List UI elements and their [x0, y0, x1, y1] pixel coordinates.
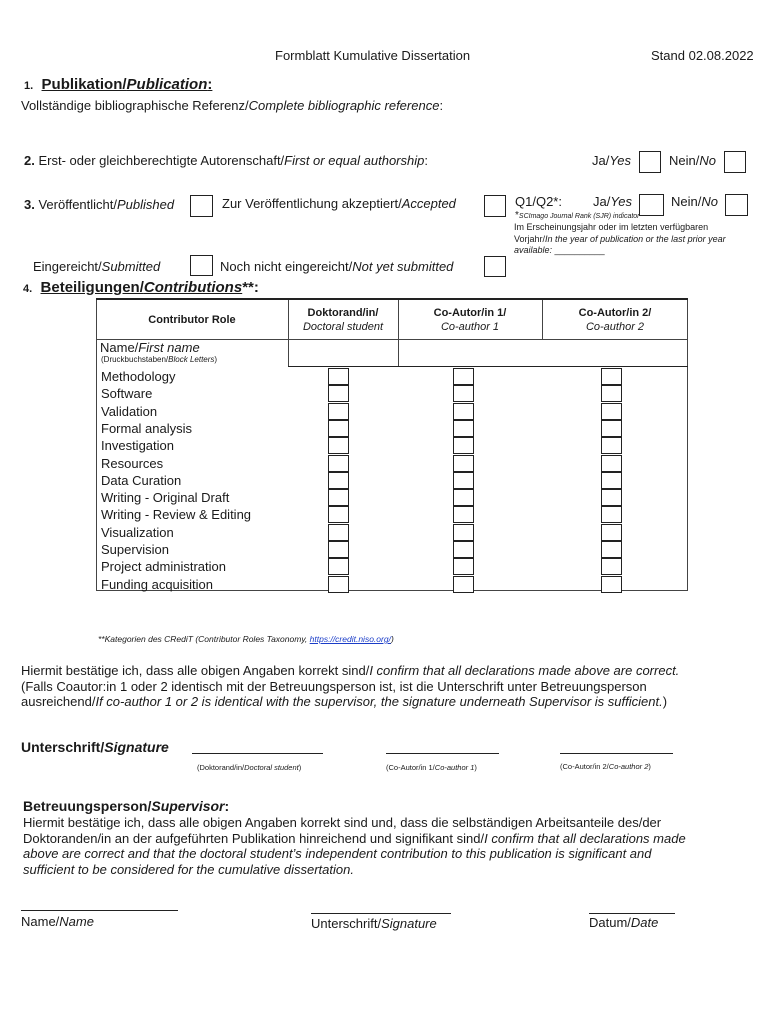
contribution-checkbox-coauthor2[interactable]: [601, 541, 622, 558]
contribution-checkbox-coauthor1[interactable]: [453, 489, 474, 506]
form-title: Formblatt Kumulative Dissertation: [275, 48, 471, 63]
credit-link[interactable]: https://credit.niso.org/: [309, 634, 391, 644]
footer-name-line[interactable]: [21, 910, 178, 911]
contribution-checkbox-coauthor1[interactable]: [453, 368, 474, 385]
name-row-sublabel: (Druckbuchstaben/Block Letters): [101, 355, 218, 364]
contribution-checkbox-doctoral[interactable]: [328, 489, 349, 506]
contribution-checkbox-coauthor2[interactable]: [601, 403, 622, 420]
contribution-checkbox-coauthor1[interactable]: [453, 541, 474, 558]
contribution-checkbox-coauthor1[interactable]: [453, 524, 474, 541]
contribution-checkbox-doctoral[interactable]: [328, 385, 349, 402]
sjr-footnote: *SCImago Journal Rank (SJR) indicator: [515, 210, 640, 221]
published-checkbox[interactable]: [190, 195, 213, 217]
q1q2-no-label: Nein/No: [671, 194, 718, 209]
authorship-label: 2. Erst- oder gleichberechtigte Autorenschaft/First or equal authorship:: [24, 153, 428, 168]
contribution-checkbox-coauthor1[interactable]: [453, 420, 474, 437]
contribution-checkbox-doctoral[interactable]: [328, 437, 349, 454]
q1q2-yes-checkbox[interactable]: [639, 194, 664, 216]
contribution-role-label: Writing - Original Draft: [101, 490, 230, 506]
available-year-blank[interactable]: __________: [554, 245, 605, 255]
contribution-role-label: Software: [101, 386, 153, 402]
authorship-no-label: Nein/No: [669, 153, 716, 168]
contribution-checkbox-coauthor1[interactable]: [453, 385, 474, 402]
contribution-checkbox-doctoral[interactable]: [328, 368, 349, 385]
contribution-checkbox-doctoral[interactable]: [328, 403, 349, 420]
contribution-checkbox-coauthor1[interactable]: [453, 403, 474, 420]
authorship-no-checkbox[interactable]: [724, 151, 746, 173]
q1q2-footnote-line1: Im Erscheinungsjahr oder im letzten verfügbaren: [514, 222, 709, 232]
contribution-checkbox-coauthor2[interactable]: [601, 576, 622, 593]
footer-signature-line[interactable]: [311, 913, 451, 914]
contribution-role-label: Data Curation: [101, 472, 182, 488]
contribution-checkbox-coauthor2[interactable]: [601, 385, 622, 402]
signature-line-doctoral[interactable]: [192, 753, 323, 754]
submitted-label: Eingereicht/Submitted: [33, 259, 161, 274]
credit-note: **Kategorien des CRediT (Contributor Roles Taxonomy, https://credit.niso.org/): [98, 634, 394, 644]
submitted-checkbox[interactable]: [190, 255, 213, 276]
contribution-checkbox-coauthor1[interactable]: [453, 506, 474, 523]
contribution-checkbox-doctoral[interactable]: [328, 472, 349, 489]
contribution-checkbox-coauthor2[interactable]: [601, 506, 622, 523]
accepted-checkbox[interactable]: [484, 195, 506, 217]
contribution-role-label: Funding acquisition: [101, 576, 214, 592]
q1q2-yes-label: Ja/Yes: [593, 194, 633, 209]
footer-signature-label: Unterschrift/Signature: [311, 916, 437, 931]
contribution-checkbox-coauthor1[interactable]: [453, 472, 474, 489]
contribution-checkbox-coauthor1[interactable]: [453, 558, 474, 575]
contribution-checkbox-coauthor1[interactable]: [453, 437, 474, 454]
form-date: Stand 02.08.2022: [651, 48, 754, 63]
col-header-role: Contributor Role: [148, 314, 236, 326]
signature-caption-coauthor1: (Co-Autor/in 1/Co-author 1): [386, 763, 477, 772]
doctoral-name-input[interactable]: [290, 342, 396, 364]
bibliographic-reference-label: Vollständige bibliographische Referenz/Complete bibliographic reference:: [21, 98, 444, 113]
contribution-checkbox-doctoral[interactable]: [328, 524, 349, 541]
accepted-label: Zur Veröffentlichung akzeptiert/Accepted: [222, 196, 456, 211]
authorship-yes-checkbox[interactable]: [639, 151, 661, 173]
contribution-role-label: Validation: [101, 403, 158, 419]
footer-name-label: Name/Name: [21, 914, 94, 929]
footer-date-label: Datum/Date: [589, 915, 659, 930]
contribution-checkbox-coauthor2[interactable]: [601, 420, 622, 437]
name-row-label: Name/First name: [100, 340, 200, 355]
contribution-checkbox-doctoral[interactable]: [328, 541, 349, 558]
footer-date-line[interactable]: [589, 913, 675, 914]
signature-label: Unterschrift/Signature: [21, 739, 169, 755]
not-submitted-label: Noch nicht eingereicht/Not yet submitted: [220, 259, 454, 274]
contribution-checkbox-doctoral[interactable]: [328, 576, 349, 593]
contribution-role-label: Project administration: [101, 559, 226, 575]
contribution-role-label: Visualization: [101, 524, 174, 540]
coauthor-name-input[interactable]: [400, 342, 686, 364]
supervisor-text: Hiermit bestätige ich, dass alle obigen Angaben korrekt sind und, dass die selbständigen Arbeitsanteile des/der Doktoranden/in an der aufgeführten Publikation hinreichend und signifikant sind/I confirm that all declarations made above are correct and that the doctoral student’s independent contribution to this publication is significant and sufficient to be considered for the cumulative dissertation.: [23, 815, 686, 877]
signature-line-coauthor1[interactable]: [386, 753, 499, 754]
not-submitted-checkbox[interactable]: [484, 256, 506, 277]
contribution-checkbox-coauthor2[interactable]: [601, 524, 622, 541]
q1q2-no-checkbox[interactable]: [725, 194, 748, 216]
q1q2-label: Q1/Q2*:: [515, 194, 562, 209]
col-header-coauthor2: Co-Autor/in 2/ Co-author 2: [578, 307, 652, 333]
contribution-role-label: Formal analysis: [101, 420, 193, 436]
published-label: 3. Veröffentlicht/Published: [24, 197, 175, 212]
q1q2-footnote-line3: available: __________: [514, 245, 605, 255]
contribution-checkbox-coauthor2[interactable]: [601, 558, 622, 575]
signature-caption-doctoral: (Doktorand/in/Doctoral student): [197, 763, 302, 772]
contribution-checkbox-coauthor2[interactable]: [601, 455, 622, 472]
signature-line-coauthor2[interactable]: [560, 753, 673, 754]
contribution-checkbox-doctoral[interactable]: [328, 455, 349, 472]
contribution-checkbox-coauthor1[interactable]: [453, 455, 474, 472]
contribution-role-label: Methodology: [101, 369, 176, 384]
contribution-checkbox-doctoral[interactable]: [328, 506, 349, 523]
authorship-yes-label: Ja/Yes: [592, 153, 632, 168]
supervisor-heading: Betreuungsperson/Supervisor:: [23, 798, 230, 814]
section4-heading: 4. Beteiligungen/Contributions**:: [23, 279, 259, 296]
contribution-checkbox-doctoral[interactable]: [328, 420, 349, 437]
contribution-checkbox-coauthor2[interactable]: [601, 472, 622, 489]
table-name-row-divider: [288, 366, 688, 367]
contribution-checkbox-coauthor2[interactable]: [601, 489, 622, 506]
contribution-role-label: Writing - Review & Editing: [101, 507, 252, 523]
contribution-role-label: Supervision: [101, 542, 169, 557]
col-header-doctoral: Doktorand/in/ Doctoral student: [302, 307, 384, 333]
contribution-checkbox-coauthor1[interactable]: [453, 576, 474, 593]
confirmation-text: Hiermit bestätige ich, dass alle obigen Angaben korrekt sind/I confirm that all declarations made above are correct. (Falls Coautor:in 1 oder 2 identisch mit der Betreuungsperson ist, ist die Unterschrift unter Betreuungsperson ausreichend/If co-author 1 or 2 is identical with the supervisor, the signature underneath Supervisor is sufficient.): [21, 663, 680, 709]
contribution-checkbox-coauthor2[interactable]: [601, 437, 622, 454]
contribution-checkbox-coauthor2[interactable]: [601, 368, 622, 385]
contribution-role-label: Investigation: [101, 438, 174, 454]
signature-caption-coauthor2: (Co-Autor/in 2/Co-author 2): [560, 762, 651, 771]
col-header-coauthor1: Co-Autor/in 1/ Co-author 1: [433, 307, 507, 333]
contribution-role-label: Resources: [101, 455, 164, 471]
contribution-checkbox-doctoral[interactable]: [328, 558, 349, 575]
section1-heading: 1. Publikation/Publication:: [24, 76, 213, 93]
q1q2-footnote-line2: Vorjahr/In the year of publication or the last prior year: [514, 234, 726, 244]
